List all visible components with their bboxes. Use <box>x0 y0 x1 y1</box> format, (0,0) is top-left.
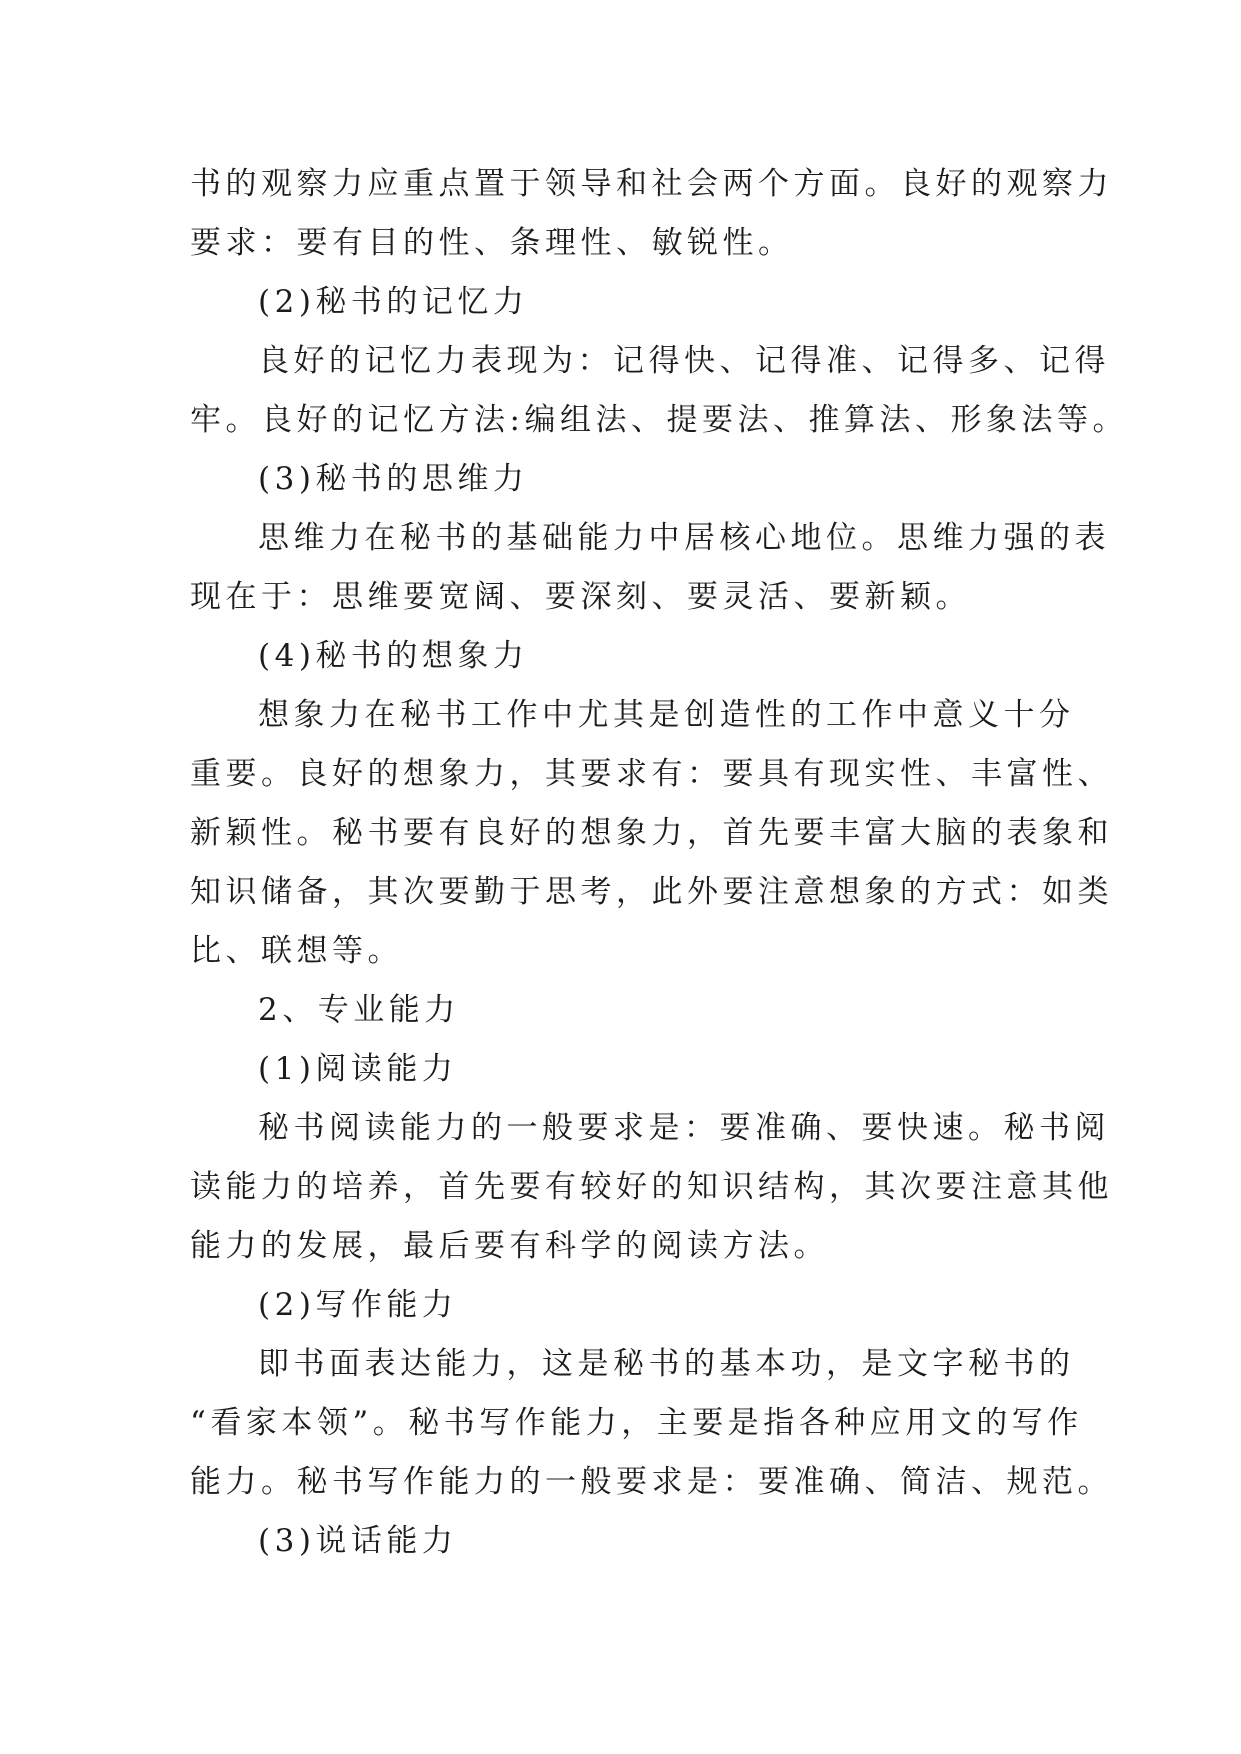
section-heading: (1)阅读能力 <box>258 1051 458 1087</box>
text-line: 能力。秘书写作能力的一般要求是：要准确、简洁、规范。 <box>190 1464 1113 1500</box>
text-line: 现在于：思维要宽阔、要深刻、要灵活、要新颖。 <box>190 579 971 615</box>
section-heading: (3)秘书的思维力 <box>258 461 529 497</box>
paragraph-start: 即书面表达能力，这是秘书的基本功，是文字秘书的 <box>258 1346 1075 1382</box>
text-line: 知识储备，其次要勤于思考，此外要注意想象的方式：如类 <box>190 874 1113 910</box>
text-line: 能力的发展，最后要有科学的阅读方法。 <box>190 1228 829 1264</box>
text-line: 新颖性。秘书要有良好的想象力，首先要丰富大脑的表象和 <box>190 815 1113 851</box>
paragraph-start: 秘书阅读能力的一般要求是：要准确、要快速。秘书阅 <box>258 1110 1110 1146</box>
document-body <box>190 155 1128 1571</box>
paragraph-start: 想象力在秘书工作中尤其是创造性的工作中意义十分 <box>258 697 1075 733</box>
section-heading: (3)说话能力 <box>258 1523 458 1559</box>
text-line: “看家本领”。秘书写作能力，主要是指各种应用文的写作 <box>190 1405 1083 1441</box>
section-heading: (2)写作能力 <box>258 1287 458 1323</box>
paragraph-start: 良好的记忆力表现为：记得快、记得准、记得多、记得 <box>258 343 1110 379</box>
text-line: 读能力的培养，首先要有较好的知识结构，其次要注意其他 <box>190 1169 1113 1205</box>
section-heading: (2)秘书的记忆力 <box>258 284 529 320</box>
text-line: 要求：要有目的性、条理性、敏锐性。 <box>190 225 794 261</box>
paragraph-start: 思维力在秘书的基础能力中居核心地位。思维力强的表 <box>258 520 1110 556</box>
text-line: 比、联想等。 <box>190 933 403 969</box>
text-line: 重要。良好的想象力，其要求有：要具有现实性、丰富性、 <box>190 756 1113 792</box>
text-line: 书的观察力应重点置于领导和社会两个方面。良好的观察力 <box>190 166 1113 202</box>
section-heading: (4)秘书的想象力 <box>258 638 529 674</box>
text-line: 牢。良好的记忆方法:编组法、提要法、推算法、形象法等。 <box>190 402 1128 438</box>
section-heading: 2、专业能力 <box>258 992 460 1028</box>
